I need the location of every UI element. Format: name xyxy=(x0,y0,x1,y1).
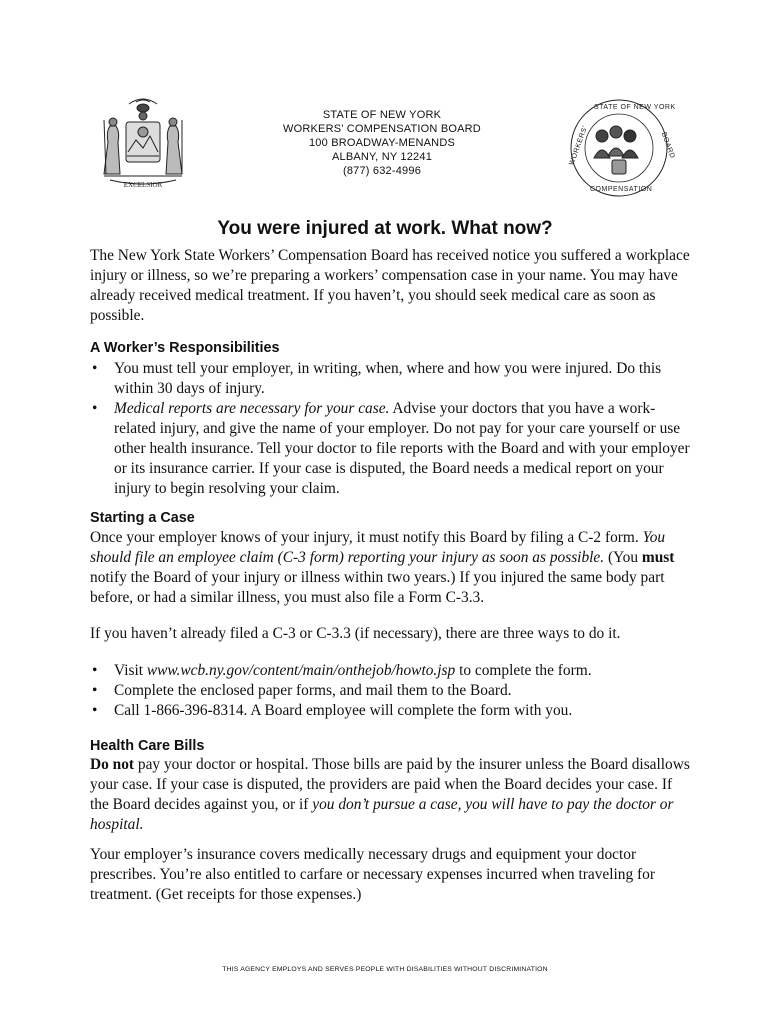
agency-header xyxy=(232,108,532,178)
medical-reports-emphasis: Medical reports are necessary for your case. xyxy=(114,400,390,417)
ways-list xyxy=(90,661,690,721)
starting-case-heading: Starting a Case xyxy=(90,510,195,526)
way1-text-a: Visit xyxy=(114,662,147,679)
footer-disclaimer: THIS AGENCY EMPLOYS AND SERVES PEOPLE WITH DISABILITIES WITHOUT DISCRIMINATION xyxy=(222,966,548,973)
way2-text: Complete the enclosed paper forms, and mail them to the Board. xyxy=(114,682,512,699)
seal-motto: EXCELSIOR xyxy=(123,181,163,189)
seal-text-right: BOARD xyxy=(659,131,676,160)
responsibilities-heading: A Worker’s Responsibilities xyxy=(90,340,280,356)
do-not-emphasis: Do not xyxy=(90,756,135,773)
header-state: STATE OF NEW YORK xyxy=(322,109,442,121)
bills-warning: you don’t pursue a case, you will have to pay the doctor or hospital. xyxy=(90,796,674,833)
starting-case-paragraph xyxy=(90,528,690,608)
header-agency: WORKERS’ COMPENSATION BOARD xyxy=(283,123,481,135)
starting-text-b: (You xyxy=(604,549,642,566)
way1-text-b: to complete the form. xyxy=(455,662,592,679)
insurance-coverage-paragraph: Your employer’s insurance covers medically necessary drugs and equipment your doctor prescribes. You’re also entitled to carfare or necessary expenses incurred when traveling for treatment. (Get receipts for those expenses.) xyxy=(90,846,655,903)
seal-text-top: STATE OF NEW YORK xyxy=(594,104,676,111)
starting-emphasis: You should file an employee claim (C-3 form) reporting your injury as soon as possible. xyxy=(90,529,666,566)
bills-text-a: pay your doctor or hospital. Those bills are paid by the insurer unless the Board disallows your case. If your case is disputed, the providers are paid when the Board decides your case. If the Board decides against you, or if xyxy=(90,756,690,813)
health-bills-paragraph xyxy=(90,755,690,835)
header-city: ALBANY, NY 12241 xyxy=(331,151,433,163)
seal-text-bottom: COMPENSATION xyxy=(590,186,653,193)
starting-text-a: Once your employer knows of your injury, it must notify this Board by filing a C-2 form. xyxy=(90,529,643,546)
list-item xyxy=(90,681,690,701)
responsibilities-list xyxy=(90,359,690,499)
way3-text: Call 1-866-396-8314. A Board employee will complete the form with you. xyxy=(114,702,573,719)
seal-text-left: WORKERS’ xyxy=(568,124,590,167)
three-ways-paragraph: If you haven’t already filed a C-3 or C-3.3 (if necessary), there are three ways to do it. xyxy=(90,625,621,642)
starting-must: must xyxy=(641,549,675,566)
ways-list-wrapper xyxy=(90,661,690,721)
responsibilities-list-wrapper xyxy=(90,359,690,499)
health-bills-heading: Health Care Bills xyxy=(90,738,205,754)
claim-form-link[interactable]: www.wcb.ny.gov/content/main/onthejob/howto.jsp xyxy=(146,662,456,679)
list-item xyxy=(90,701,690,721)
list-item xyxy=(90,661,690,681)
medical-reports-text: Advise your doctors that you have a work-related injury, and give the name of your employer. Do not pay for your care yourself or use other health insurance. Tell your doctor to file reports with the Board and with your employer or its insurance carrier. If your case is disputed, the Board needs a medical report on your injury to begin resolving your claim. xyxy=(114,400,690,497)
header-phone: (877) 632-4996 xyxy=(342,165,422,177)
header-street: 100 BROADWAY-MENANDS xyxy=(308,137,456,149)
starting-text-c: notify the Board of your injury or illness within two years.) If you injured the same body part before, or had a similar illness, you must also file a Form C-3.3. xyxy=(90,569,665,606)
responsibility-notify-employer: You must tell your employer, in writing, when, where and how you were injured. Do this within 30 days of injury. xyxy=(114,360,662,397)
coat-of-arms-icon xyxy=(96,92,190,196)
list-item xyxy=(90,399,690,499)
list-item xyxy=(90,359,690,399)
page-title: You were injured at work. What now? xyxy=(217,218,553,239)
wcb-seal-logo xyxy=(560,96,678,200)
intro-paragraph: The New York State Workers’ Compensation Board has received notice you suffered a workplace injury or illness, so we’re preparing a workers’ compensation case in your name. You may have already received medical treatment. If you haven’t, you should seek medical care as soon as possible. xyxy=(90,247,690,324)
state-seal-logo xyxy=(96,92,190,196)
